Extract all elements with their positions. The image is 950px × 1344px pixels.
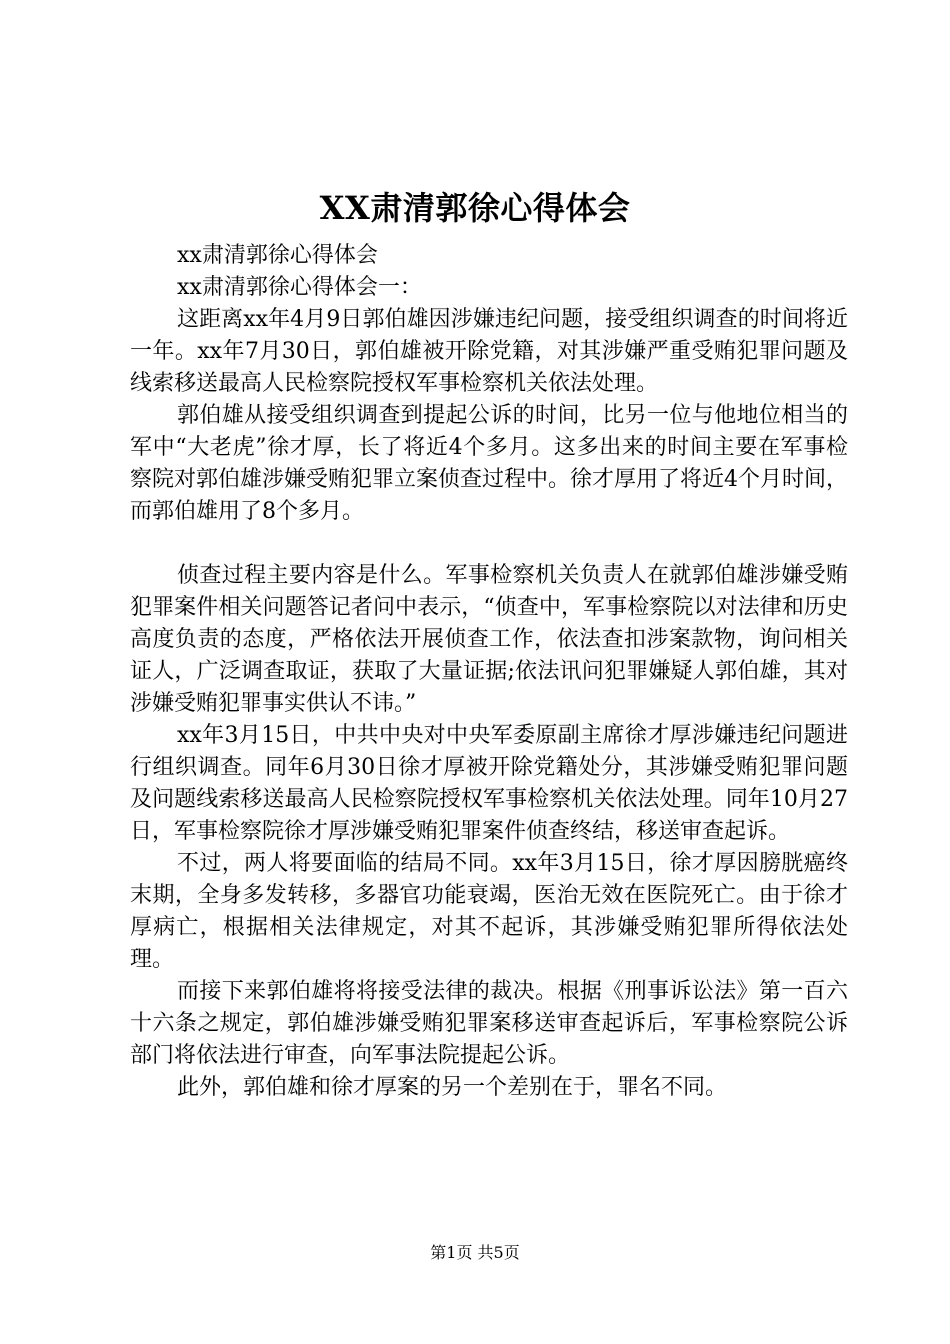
paragraph-section-heading: xx肃清郭徐心得体会一：	[177, 275, 422, 300]
paragraph: 不过，两人将要面临的结局不同。xx年3月15日，徐才厚因膀胱癌终末期，全身多发转移，多器官功能衰竭，医治无效在医院死亡。由于徐才厚病亡，根据相关法律规定，对其不起诉，其涉嫌受贿犯罪所得依法处理。	[130, 851, 848, 972]
document-body	[130, 240, 848, 1104]
document-title: XX肃清郭徐心得体会	[319, 189, 631, 227]
paragraph: 而接下来郭伯雄将将接受法律的裁决。根据《刑事诉讼法》第一百六十六条之规定，郭伯雄涉嫌受贿犯罪案移送审查起诉后，军事检察院公诉部门将依法进行审查，向军事法院提起公诉。	[130, 979, 848, 1068]
paragraph: 这距离xx年4月9日郭伯雄因涉嫌违纪问题，接受组织调查的时间将近一年。xx年7月30日，郭伯雄被开除党籍，对其涉嫌严重受贿犯罪问题及线索移送最高人民检察院授权军事检察机关依法处理。	[130, 307, 848, 396]
paragraph: 郭伯雄从接受组织调查到提起公诉的时间，比另一位与他地位相当的军中“大老虎”徐才厚，长了将近4个多月。这多出来的时间主要在军事检察院对郭伯雄涉嫌受贿犯罪立案侦查过程中。徐才厚用了将近4个月时间，而郭伯雄用了8个多月。	[130, 403, 848, 524]
page-number-footer: 第1页 共5页	[430, 1243, 520, 1262]
paragraph: 侦查过程主要内容是什么。军事检察机关负责人在就郭伯雄涉嫌受贿犯罪案件相关问题答记者问中表示，“侦查中，军事检察院以对法律和历史高度负责的态度，严格依法开展侦查工作，依法查扣涉案款物，询问相关证人，广泛调查取证，获取了大量证据;依法讯问犯罪嫌疑人郭伯雄，其对涉嫌受贿犯罪事实供认不讳。”	[130, 563, 848, 716]
paragraph: 此外，郭伯雄和徐才厚案的另一个差别在于，罪名不同。	[177, 1075, 728, 1100]
paragraph: xx年3月15日，中共中央对中央军委原副主席徐才厚涉嫌违纪问题进行组织调查。同年6月30日徐才厚被开除党籍处分，其涉嫌受贿犯罪问题及问题线索移送最高人民检察院授权军事检察机关依法处理。同年10月27日，军事检察院徐才厚涉嫌受贿犯罪案件侦查终结，移送审查起诉。	[130, 723, 848, 844]
paragraph-subtitle: xx肃清郭徐心得体会	[177, 243, 378, 268]
